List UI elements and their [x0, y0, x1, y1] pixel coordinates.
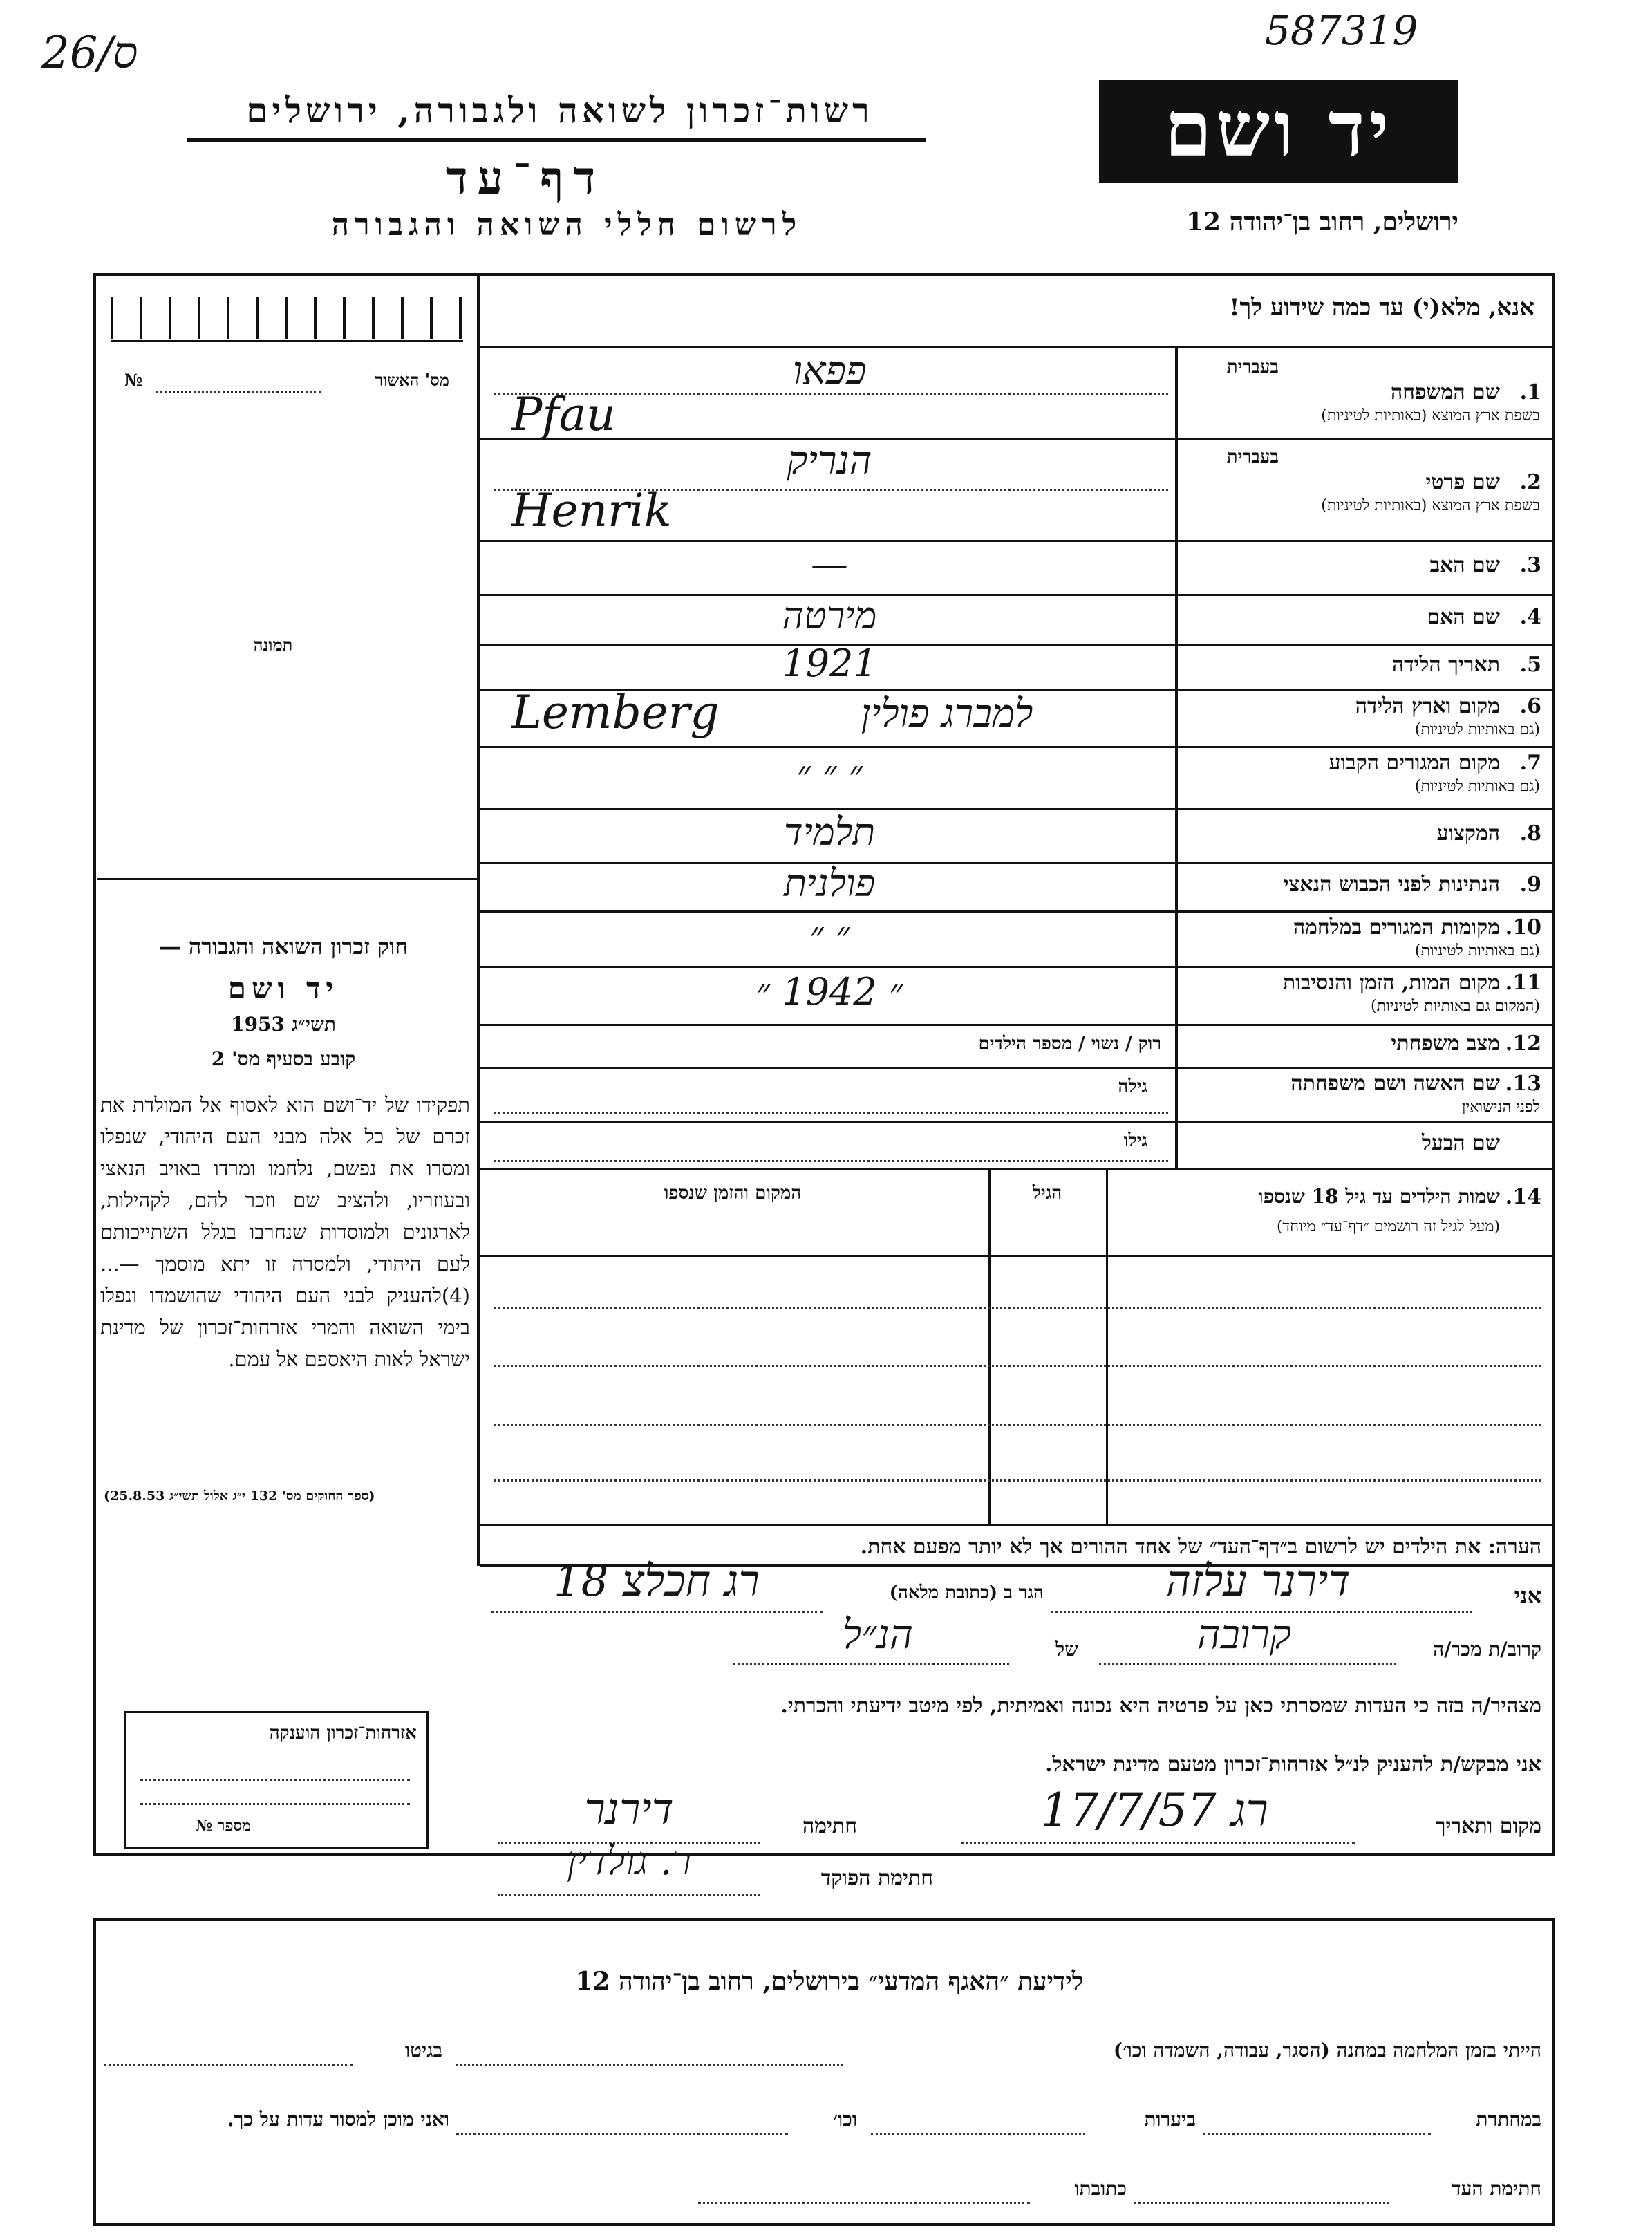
decl-officer-label: חתימת הפוקד: [820, 1866, 933, 1890]
decl-place-date-label: מקום ותאריך: [1435, 1814, 1541, 1838]
approval-label: מס' האשור: [375, 370, 449, 390]
field-separator: [480, 1067, 1555, 1069]
authority-underline: [187, 138, 926, 142]
field-sublabel: בשפת ארץ המוצא (באותיות לטיניות): [1321, 497, 1540, 514]
children-sub: (מעל לגיל זה רושמים ״דף־עד״ מיוחד): [1276, 1218, 1500, 1235]
field-value[interactable]: ״ ״: [809, 913, 850, 957]
footer-title: לידיעת ״האגף המדעי״ בירושלים, רחוב בן־יהודה 12: [575, 1967, 1084, 1996]
decl-relation[interactable]: קרובה: [1196, 1611, 1292, 1658]
approval-ticks: [111, 297, 463, 339]
field-value[interactable]: פולנית: [783, 861, 876, 905]
decl-relation-line: [1099, 1663, 1396, 1665]
field-value-line[interactable]: [494, 1112, 1168, 1114]
footer-ghetto-field[interactable]: [104, 2064, 353, 2066]
children-num: 14.: [1505, 1185, 1541, 1209]
field-number: 12.: [1505, 1031, 1541, 1056]
corner-note: 26/ס: [41, 28, 138, 79]
footer-forest-label: ביערות: [1144, 2108, 1196, 2131]
footer-willing-label: ואני מוכן למסור עדות על כך.: [227, 2108, 449, 2131]
field-label: שם הבעל: [1421, 1130, 1500, 1155]
footer-etc-field[interactable]: [456, 2133, 788, 2135]
yad-vashem-logo: [1099, 80, 1458, 183]
archive-number: 587319: [1265, 7, 1418, 54]
field-number: 10.: [1505, 915, 1541, 940]
decl-statement-2: אני מבקש/ת להעניק לנ״ל אזרחות־זכרון מטעם מדינת ישראל.: [1045, 1753, 1541, 1777]
memorial-box-number: מספר №: [196, 1817, 251, 1835]
field-value[interactable]: 1921: [782, 642, 877, 685]
field-label: שם פרטי: [1425, 470, 1500, 494]
children-col-div1: [1106, 1170, 1108, 1524]
field-label: תאריך הלידה: [1391, 653, 1500, 677]
field-label: מקום המגורים הקבוע: [1329, 751, 1500, 775]
decl-of[interactable]: הנ״ל: [842, 1611, 913, 1658]
decl-of-line: [733, 1663, 1009, 1665]
field-value-static: רוק / נשוי / מספר הילדים: [978, 1034, 1161, 1054]
field-label: מצב משפחתי: [1391, 1031, 1500, 1056]
footer-address-label: כתובתו: [1074, 2177, 1127, 2200]
memorial-box-line2[interactable]: [140, 1803, 410, 1805]
field-value-hebrew[interactable]: פפאו: [792, 348, 867, 393]
field-number: 1.: [1519, 380, 1541, 404]
photo-label: תמונה: [253, 635, 293, 655]
footer-camp-field[interactable]: [456, 2064, 843, 2066]
footer-underground-label: במחתרת: [1476, 2108, 1541, 2131]
field-number: 4.: [1519, 605, 1541, 629]
footer-ghetto-label: בגיטו: [404, 2039, 442, 2062]
approval-tick-base: [111, 340, 463, 342]
field-number: 5.: [1519, 653, 1541, 677]
decl-ani: אני: [1514, 1582, 1541, 1609]
footer-underground-field[interactable]: [1203, 2133, 1431, 2135]
field-sublabel: בשפת ארץ המוצא (באותיות לטיניות): [1321, 407, 1540, 424]
logo-text: יד ושם: [1164, 84, 1393, 174]
footer-frame: [93, 1918, 1555, 2226]
field-sublabel: (גם באותיות לטיניות): [1414, 942, 1540, 960]
field-number: 7.: [1519, 751, 1541, 775]
field-number: 6.: [1519, 694, 1541, 718]
decl-statement-1: מצהיר/ה בזה כי העדות שמסרתי כאן על פרטיה היא נכונה ואמיתית, לפי מיטב ידיעתי והכרתי.: [780, 1694, 1541, 1718]
law-year: תשי״ג 1953: [231, 1013, 336, 1036]
field-label: הנתינות לפני הכבוש הנאצי: [1283, 872, 1500, 897]
children-row-1[interactable]: [494, 1307, 1541, 1309]
decl-of-label: של: [1055, 1638, 1078, 1661]
field-top-note: בעברית: [1226, 447, 1279, 467]
decl-officer-signature[interactable]: ר. גולדין: [567, 1839, 691, 1884]
field-sublabel: לפני הנישואין: [1461, 1099, 1540, 1116]
memorial-box-title: אזרחות־זכרון הוענקה: [269, 1723, 417, 1744]
footer-address-field[interactable]: [698, 2202, 1030, 2204]
footer-witness-sig-label: חתימת העד: [1452, 2177, 1541, 2200]
decl-place-date[interactable]: רג 17/7/57: [1040, 1784, 1268, 1837]
field-number: 13.: [1505, 1072, 1541, 1096]
form-intro: אנא, מלא(י) עד כמה שידוע לך!: [1229, 294, 1534, 321]
field-number: 9.: [1519, 872, 1541, 897]
children-col-age: הגיל: [1032, 1183, 1062, 1204]
footer-camp-label: הייתי בזמן המלחמה במחנה (הסגר, עבודה, השמדה וכו׳): [1113, 2039, 1541, 2062]
children-bottom-rule: [480, 1524, 1555, 1526]
field-label: שם האם: [1427, 605, 1500, 629]
children-note: הערה: את הילדים יש לרשום ב״דף־העד״ של אחד ההורים אך לא יותר מפעם אחת.: [860, 1535, 1541, 1559]
field-label: המקצוע: [1436, 821, 1500, 845]
decl-relative-label: קרוב/ת מכר/ה: [1433, 1638, 1541, 1661]
authority-line: רשות־זכרון לשואה ולגבורה, ירושלים: [246, 90, 874, 131]
footer-witness-sig-field[interactable]: [1134, 2202, 1389, 2204]
header-address: ירושלים, רחוב בן־יהודה 12: [1185, 207, 1458, 236]
label-column-divider: [1175, 346, 1178, 1168]
footer-forest-field[interactable]: [871, 2133, 1085, 2135]
children-header-rule: [480, 1255, 1555, 1257]
law-text: תפקידו של יד־ושם הוא לאסוף אל המולדת את זכרם של כל אלה מבני העם היהודי, שנפלו ומסרו את נפשם, נלחמו ומרדו באויב הנאצי ובעוזריו, ולהציב שם וזכר להם, לקהילות, לארגונים ולמוסדות שנחרבו בגלל השתייכותם לעם היהודי, ולמסרה זו יתא מוסמך —...(4)להעניק לבני העם היהודי שהושמדו ונפלו בימי השואה והמרי אזרחות־זכרון של מדינת ישראל לאות היאספם אל עמם.: [100, 1093, 470, 1371]
law-name: יד ושם: [227, 971, 339, 1005]
children-col-place: המקום והזמן שנספו: [664, 1183, 802, 1204]
approval-number-label: №: [124, 370, 143, 390]
children-label: שמות הילדים עד גיל 18 שנספו: [1258, 1185, 1500, 1208]
field-number: 3.: [1519, 553, 1541, 577]
field-value[interactable]: —: [811, 542, 848, 586]
decl-address[interactable]: רג חכלצ 18: [554, 1555, 760, 1606]
law-clause: קובע בסעיף מס' 2: [211, 1047, 356, 1070]
field-value-latin[interactable]: Pfau: [511, 388, 616, 441]
children-row-2[interactable]: [494, 1365, 1541, 1367]
decl-signature[interactable]: דירנר: [584, 1784, 674, 1834]
field-label: שם המשפחה: [1390, 380, 1500, 404]
photo-box-bottom: [97, 878, 477, 880]
form-title: דף־עד: [445, 151, 606, 205]
field-sublabel: (גם באותיות לטיניות): [1414, 721, 1540, 738]
memorial-box-line1[interactable]: [140, 1779, 410, 1781]
decl-gar-b: הגר ב (כתובת מלאה): [889, 1582, 1044, 1603]
field-value[interactable]: ״ ״ ״: [796, 752, 863, 796]
field-sublabel: (המקום גם באותיות לטיניות): [1371, 998, 1540, 1015]
field-label: מקום וארץ הלידה: [1355, 694, 1500, 718]
field-sublabel: (גם באותיות לטיניות): [1414, 778, 1540, 795]
law-reference: (ספר החוקים מס' 132 י״ג אלול תשי״ג 25.8.53): [104, 1488, 375, 1504]
field-value[interactable]: מירטה: [782, 594, 877, 637]
field-value-hebrew[interactable]: הנריק: [787, 438, 872, 483]
children-row-3[interactable]: [494, 1424, 1541, 1426]
field-label: מקום המות, הזמן והנסיבות: [1282, 971, 1500, 995]
field-separator: [480, 1024, 1555, 1026]
field-label: שם האשה ושם משפחתה: [1290, 1072, 1500, 1096]
field-label: שם האב: [1429, 553, 1500, 577]
field-value-latin[interactable]: Lemberg: [511, 686, 720, 739]
field-label: מקומות המגורים במלחמה: [1293, 915, 1500, 940]
field-value-line[interactable]: [494, 1160, 1168, 1162]
memorial-box: [124, 1711, 429, 1849]
field-value-latin[interactable]: Henrik: [511, 484, 672, 537]
field-number: 8.: [1519, 821, 1541, 845]
intro-divider: [480, 346, 1555, 348]
decl-signature-label: חתימה: [802, 1814, 857, 1838]
field-value[interactable]: תלמיד: [783, 810, 876, 854]
field-top-note: בעברית: [1226, 357, 1279, 377]
children-col-div2: [988, 1170, 991, 1524]
form-subtitle: לרשום חללי השואה והגבורה: [331, 207, 802, 243]
children-row-4[interactable]: [494, 1479, 1541, 1482]
approval-number-field[interactable]: [156, 391, 321, 393]
decl-place-date-line: [961, 1842, 1355, 1844]
decl-name[interactable]: דירנר עלזה: [1165, 1555, 1351, 1606]
decl-officer-line: [498, 1894, 760, 1896]
field-value-static: גילה: [1118, 1076, 1147, 1097]
children-top-rule: [480, 1168, 1555, 1170]
field-value[interactable]: למברג פולין: [861, 691, 1033, 736]
field-value-static: גילו: [1123, 1130, 1147, 1151]
field-number: 11.: [1505, 971, 1541, 995]
field-number: 2.: [1519, 470, 1541, 494]
footer-etc-label: וכו׳: [833, 2108, 857, 2131]
sidebar-divider: [477, 273, 480, 1566]
field-value[interactable]: ״ 1942 ״: [755, 970, 903, 1013]
law-title: חוק זכרון השואה והגבורה —: [158, 933, 409, 960]
field-separator: [480, 1121, 1555, 1123]
